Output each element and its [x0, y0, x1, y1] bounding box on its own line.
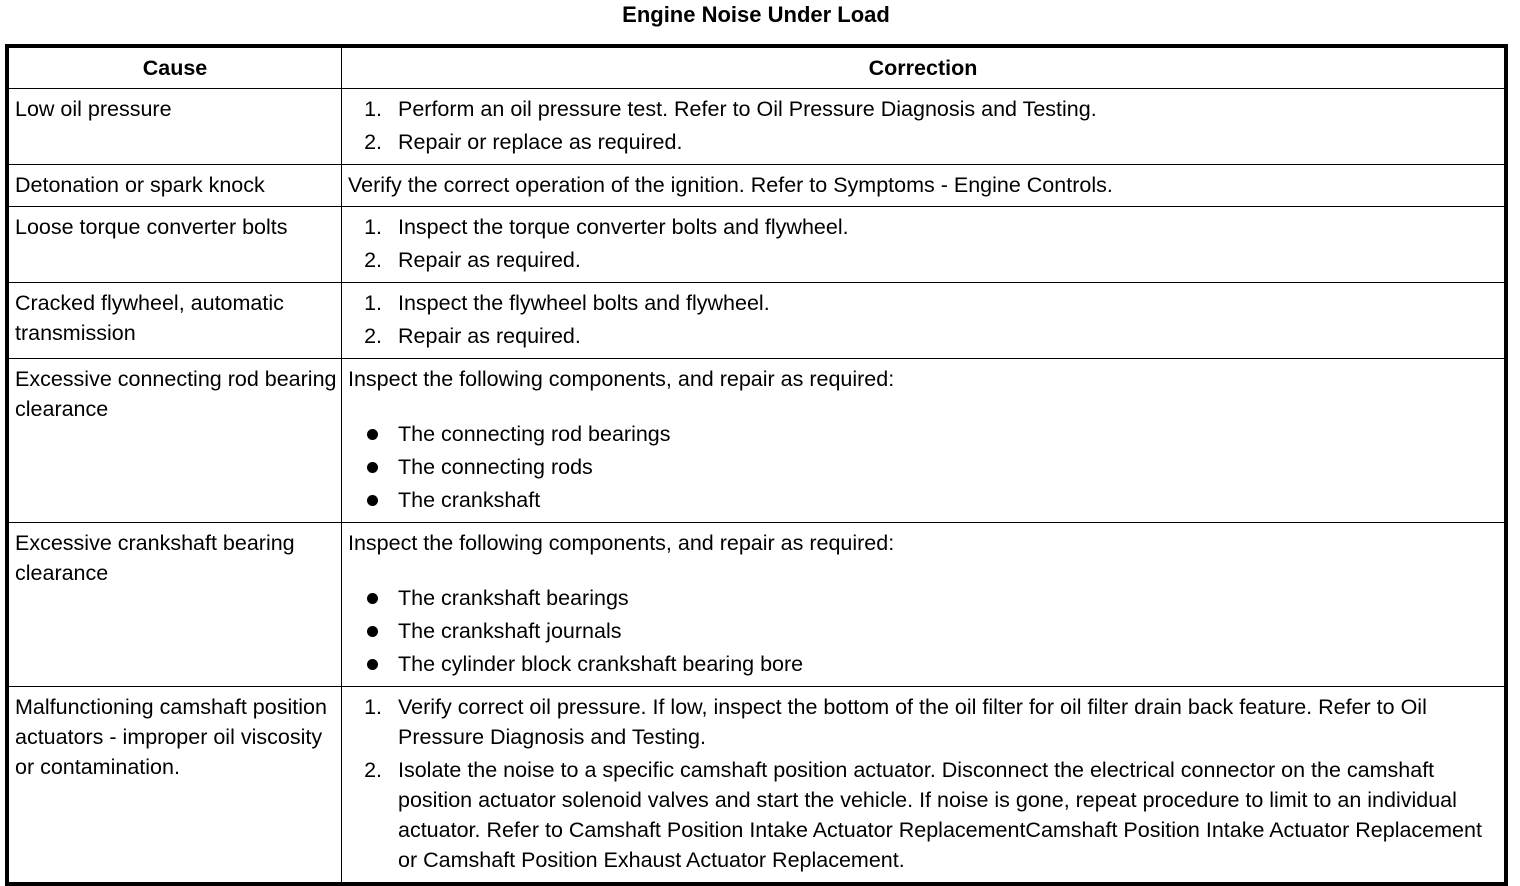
diagnosis-table-frame	[5, 44, 1508, 886]
list-item: The crankshaft journals	[348, 616, 1496, 646]
correction-steps	[348, 94, 1496, 157]
diagnosis-table	[8, 47, 1505, 883]
bullet-icon	[348, 616, 398, 646]
table-row	[9, 687, 1505, 883]
correction-steps	[348, 288, 1496, 351]
cause-cell: Detonation or spark knock	[9, 165, 342, 207]
correction-cell: Verify the correct operation of the ignition. Refer to Symptoms - Engine Controls.	[342, 165, 1505, 207]
correction-steps	[348, 692, 1496, 875]
list-item: The connecting rods	[348, 452, 1496, 482]
bullet-icon	[348, 583, 398, 613]
table-row	[9, 523, 1505, 687]
cause-column-header: Cause	[9, 48, 342, 89]
step-item: 2. Repair as required.	[364, 324, 581, 348]
bullet-icon	[348, 452, 398, 482]
correction-intro: Inspect the following components, and repair as required:	[348, 531, 895, 555]
bullet-icon	[348, 485, 398, 515]
correction-cell	[342, 89, 1505, 165]
table-row	[9, 165, 1505, 207]
cause-cell: Excessive crankshaft bearing clearance	[9, 523, 342, 687]
list-item: The crankshaft	[348, 485, 1496, 515]
cause-cell: Malfunctioning camshaft position actuators - improper oil viscosity or contamination.	[9, 687, 342, 883]
step-item: 1. Inspect the flywheel bolts and flywheel.	[364, 291, 770, 315]
correction-column-header: Correction	[342, 48, 1505, 89]
cause-cell: Cracked flywheel, automatic transmission	[9, 283, 342, 359]
component-list	[348, 583, 1496, 679]
component-list	[348, 419, 1496, 515]
correction-cell	[342, 687, 1505, 883]
correction-cell	[342, 523, 1505, 687]
bullet-icon	[348, 649, 398, 679]
step-item: 1. Verify correct oil pressure. If low, inspect the bottom of the oil filter for oil filter drain back feature. Refer to Oil Pressure Diagnosis and Testing.	[364, 695, 1427, 749]
list-item: The crankshaft bearings	[348, 583, 1496, 613]
cause-cell: Excessive connecting rod bearing clearance	[9, 359, 342, 523]
bullet-icon	[348, 419, 398, 449]
step-item: 2. Isolate the noise to a specific camshaft position actuator. Disconnect the electrical connector on the camshaft position actuator solenoid valves and start the vehicle. If noise is gone, repeat procedure to limit to an individual actuator. Refer to Camshaft Position Intake Actuator ReplacementCamshaft Position Intake Actuator Replacement or Camshaft Position Exhaust Actuator Replacement.	[364, 758, 1482, 872]
correction-cell	[342, 359, 1505, 523]
correction-cell	[342, 207, 1505, 283]
list-item: The cylinder block crankshaft bearing bore	[348, 649, 1496, 679]
step-item: 1. Inspect the torque converter bolts and flywheel.	[364, 215, 849, 239]
table-row	[9, 207, 1505, 283]
list-item: The connecting rod bearings	[348, 419, 1496, 449]
step-item: 2. Repair as required.	[364, 248, 581, 272]
correction-cell	[342, 283, 1505, 359]
table-row	[9, 89, 1505, 165]
cause-cell: Loose torque converter bolts	[9, 207, 342, 283]
step-item: 2. Repair or replace as required.	[364, 130, 683, 154]
correction-intro: Inspect the following components, and repair as required:	[348, 367, 895, 391]
table-row	[9, 359, 1505, 523]
cause-cell: Low oil pressure	[9, 89, 342, 165]
correction-steps	[348, 212, 1496, 275]
page-title: Engine Noise Under Load	[622, 2, 890, 27]
header-row	[9, 48, 1505, 89]
table-row	[9, 283, 1505, 359]
step-item: 1. Perform an oil pressure test. Refer to Oil Pressure Diagnosis and Testing.	[364, 97, 1097, 121]
